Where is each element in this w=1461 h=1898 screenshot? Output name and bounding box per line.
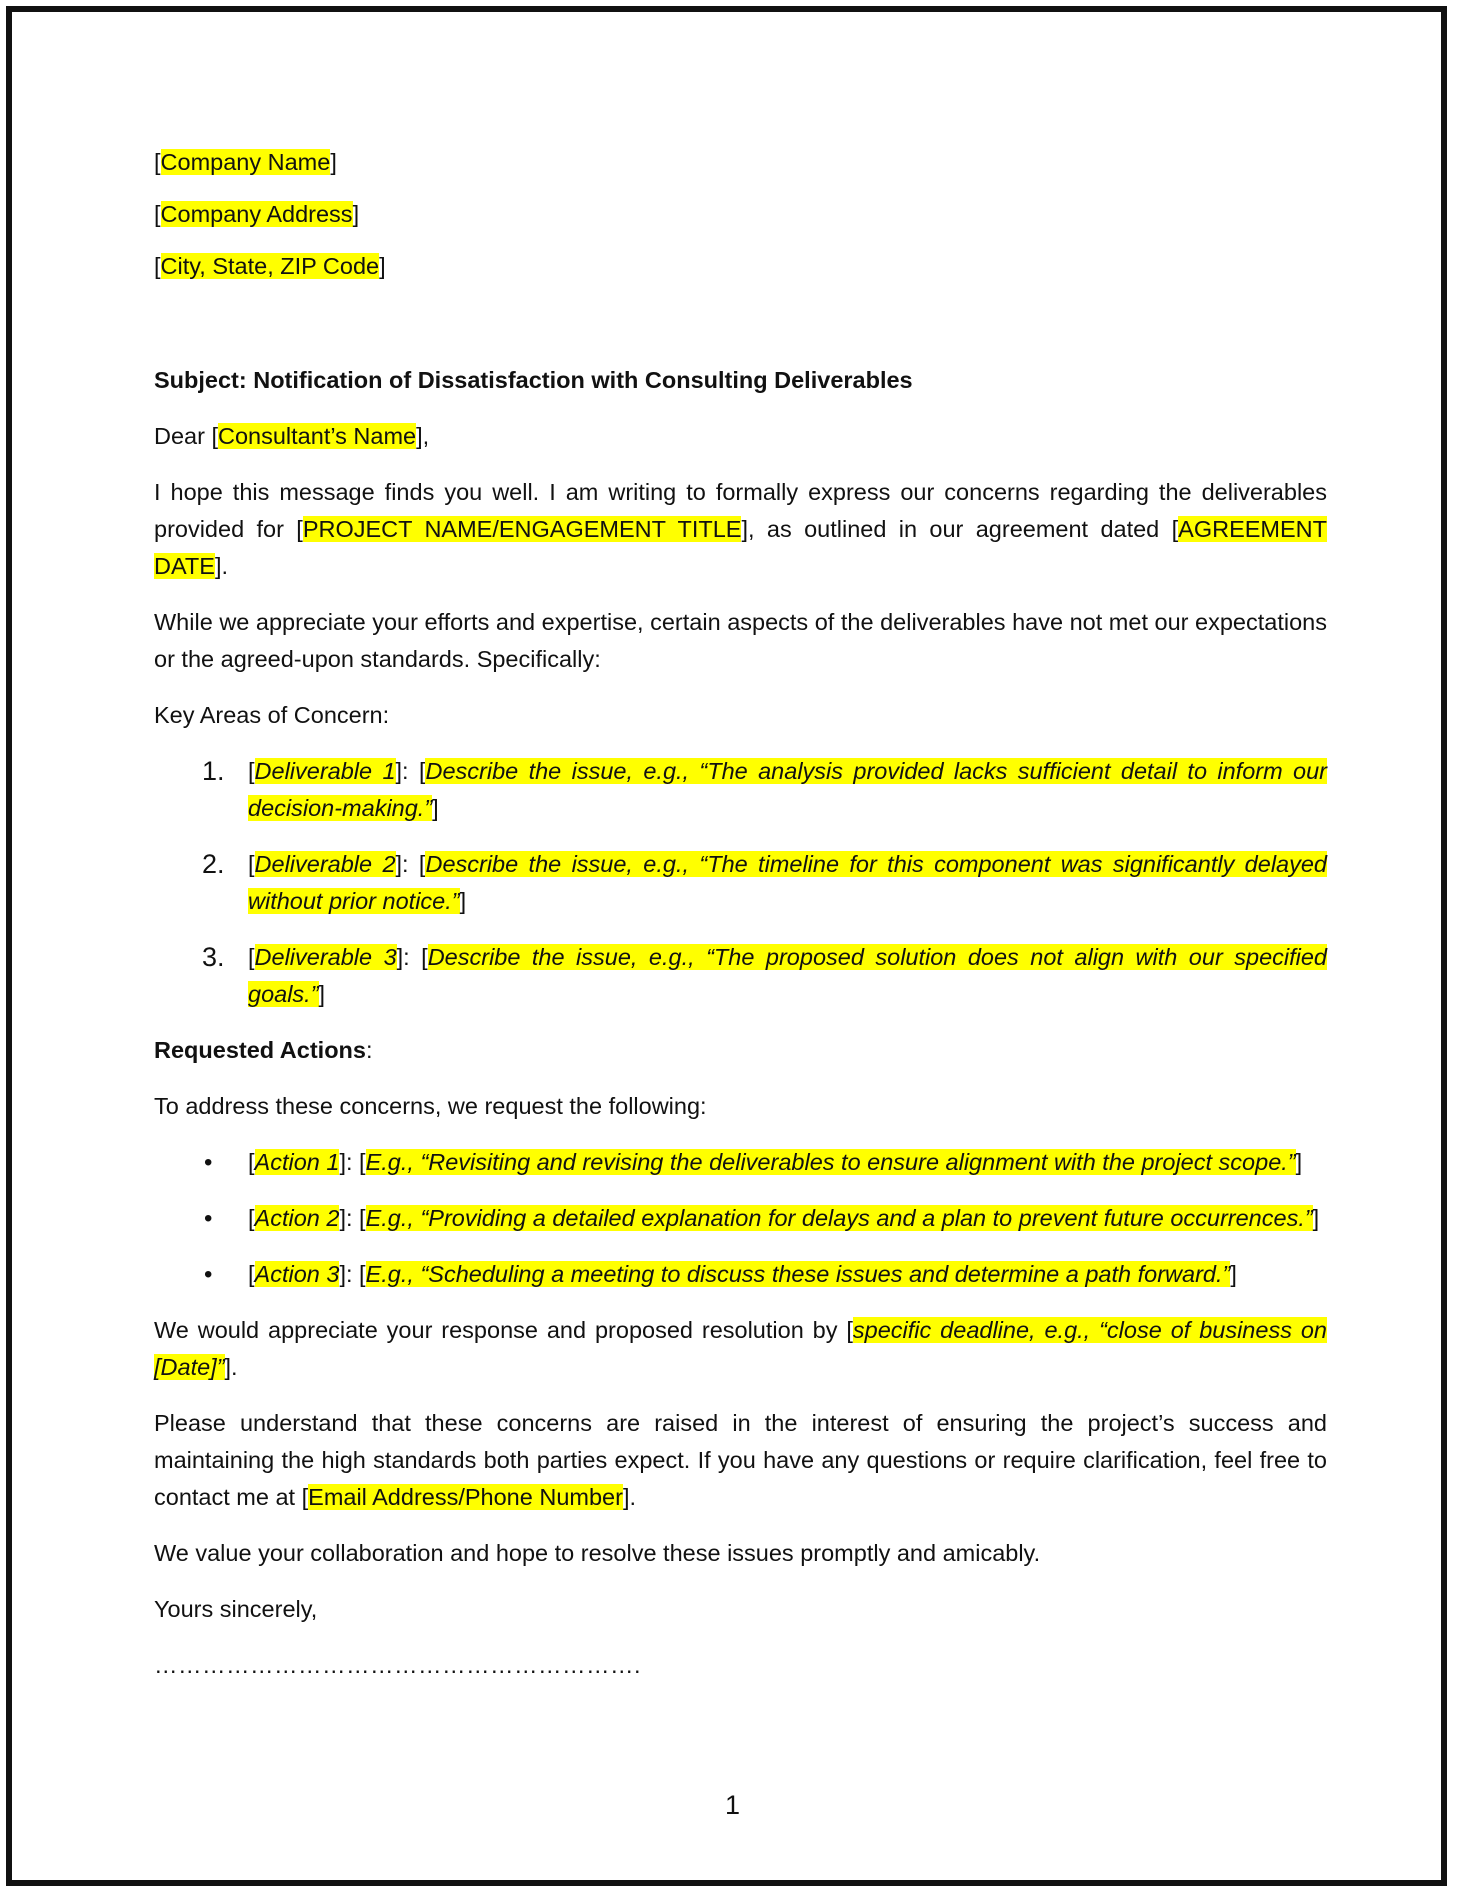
signature-line: ……………………………………………………. (154, 1652, 642, 1678)
list-item: • [Action 3]: [E.g., “Scheduling a meeting to discuss these issues and determine a path forward.”] (154, 1256, 1327, 1293)
list-marker: 3. (202, 942, 225, 972)
contact-placeholder: Email Address/Phone Number (308, 1484, 623, 1510)
sign-off: Yours sincerely, (154, 1596, 318, 1622)
greeting-suffix: ], (416, 423, 430, 449)
deliverable-label: Deliverable 2 (254, 851, 396, 877)
page-number: 1 (724, 1790, 741, 1820)
company-name-placeholder: Company Name (160, 149, 331, 175)
deadline-text-2: ]. (224, 1354, 238, 1380)
contact-text-1: Please understand that these concerns are raised in the interest of ensuring the project’s success and maintaining the high standards both parties expect. If you have any questions or require clarification, feel free to contact me at [ (154, 1410, 1327, 1510)
actions-intro: To address these concerns, we request the following: (154, 1093, 707, 1119)
list-item: • [Action 1]: [E.g., “Revisiting and revising the deliverables to ensure alignment with the project scope.”] (154, 1144, 1327, 1181)
contact-paragraph (154, 1405, 1327, 1516)
deadline-text-1: We would appreciate your response and proposed resolution by [ (154, 1317, 853, 1343)
intro-paragraph (154, 474, 1327, 585)
collaboration-line: We value your collaboration and hope to resolve these issues promptly and amicably. (154, 1540, 1041, 1566)
action-label: Action 1 (254, 1149, 340, 1175)
expectations-paragraph: While we appreciate your efforts and expertise, certain aspects of the deliverables have not met our expectations or the agreed-upon standards. Specifically: (154, 609, 1327, 672)
city-state-zip-placeholder: City, State, ZIP Code (160, 253, 380, 279)
intro-text-1: I hope this message finds you well. I am writing to formally express our concerns regarding the deliverables provided for [ (154, 479, 1327, 542)
subject-line: Subject: Notification of Dissatisfaction with Consulting Deliverables (154, 367, 913, 393)
actions-heading-colon: : (365, 1037, 373, 1063)
list-item: 2. [Deliverable 2]: [Describe the issue, e.g., “The timeline for this component was significantly delayed without prior notice.”] (154, 846, 1327, 920)
intro-text-2: ], as outlined in our agreement dated [ (741, 516, 1179, 542)
action-text: E.g., “Scheduling a meeting to discuss these issues and determine a path forward.” (365, 1261, 1231, 1287)
bullet-marker: • (204, 1261, 213, 1288)
deliverable-issue: Describe the issue, e.g., “The proposed solution does not align with our specified goals.” (248, 944, 1327, 1007)
deliverable-issue: Describe the issue, e.g., “The timeline for this component was significantly delayed without prior notice.” (248, 851, 1327, 914)
bullet-marker: • (204, 1149, 213, 1176)
list-item: 1. [Deliverable 1]: [Describe the issue, e.g., “The analysis provided lacks sufficient detail to inform our decision-making.”] (154, 753, 1327, 827)
city-state-zip-line: [City, State, ZIP Code] (154, 253, 386, 279)
actions-heading-line (154, 1032, 1327, 1069)
company-address-line: [Company Address] (154, 201, 360, 227)
bullet-marker: • (204, 1205, 213, 1232)
contact-text-2: ]. (622, 1484, 636, 1510)
project-name-placeholder: PROJECT NAME/ENGAGEMENT TITLE (302, 516, 742, 542)
consultant-name-placeholder: Consultant’s Name (218, 423, 417, 449)
list-marker: 2. (202, 849, 225, 879)
action-text: E.g., “Providing a detailed explanation for delays and a plan to prevent future occurrences.” (365, 1205, 1313, 1231)
deliverable-label: Deliverable 1 (254, 758, 396, 784)
document-page (6, 6, 1447, 1886)
greeting (154, 418, 1327, 455)
action-label: Action 2 (254, 1205, 340, 1231)
action-text: E.g., “Revisiting and revising the deliverables to ensure alignment with the project scope.” (365, 1149, 1296, 1175)
deliverable-issue: Describe the issue, e.g., “The analysis provided lacks sufficient detail to inform our decision-making.” (248, 758, 1327, 821)
deliverable-label: Deliverable 3 (254, 944, 397, 970)
concerns-list (154, 753, 1327, 1013)
greeting-prefix: Dear [ (154, 423, 218, 449)
list-marker: 1. (202, 756, 225, 786)
deadline-placeholder: specific deadline, e.g., “close of business on [Date]” (154, 1317, 1327, 1380)
action-label: Action 3 (254, 1261, 340, 1287)
concerns-heading: Key Areas of Concern: (154, 702, 390, 728)
address-block (154, 144, 1327, 285)
company-address-placeholder: Company Address (160, 201, 353, 227)
agreement-date-placeholder: AGREEMENT DATE (154, 516, 1328, 579)
actions-list (154, 1144, 1327, 1293)
intro-text-3: ]. (214, 553, 228, 579)
actions-heading: Requested Actions (154, 1037, 366, 1063)
letter-body (154, 144, 1327, 1684)
list-item: • [Action 2]: [E.g., “Providing a detailed explanation for delays and a plan to prevent future occurrences.”] (154, 1200, 1327, 1237)
deadline-paragraph (154, 1312, 1327, 1386)
list-item: 3. [Deliverable 3]: [Describe the issue, e.g., “The proposed solution does not align with our specified goals.”] (154, 939, 1327, 1013)
company-name-line: [Company Name] (154, 149, 337, 175)
